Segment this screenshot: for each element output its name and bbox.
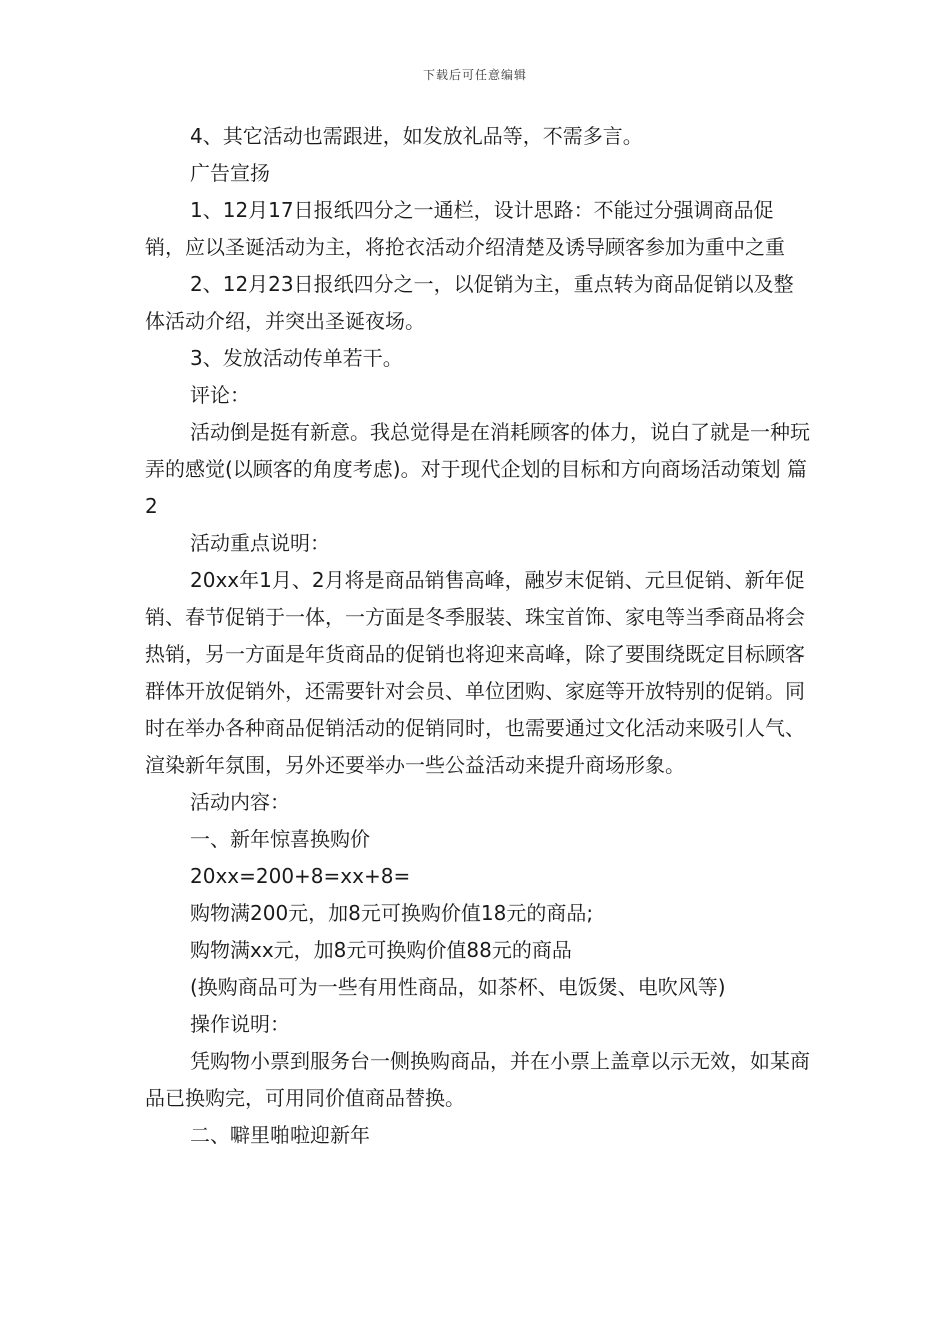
heading-advertising: 广告宣扬 bbox=[190, 161, 270, 185]
heading-comment: 评论： bbox=[190, 383, 250, 407]
paragraph-formula: 20xx=200+8=xx+8= bbox=[190, 864, 411, 888]
page-header-note: 下载后可任意编辑 bbox=[422, 68, 527, 82]
paragraph-key-points: 20xx年1月、2月将是商品销售高峰，融岁末促销、元旦促销、新年促销、春节促销于一体，一方面是冬季服装、珠宝首饰、家电等当季商品将会热销，另一方面是年货商品的促销也将迎来高峰，除了要围绕既定目标顾客群体开放促销外，还需要针对会员、单位团购、家庭等开放特别的促销。同时在举办各种商品促销活动的促销同时，也需要通过文化活动来吸引人气、渲染新年氛围，另外还要举办一些公益活动来提升商场形象。 bbox=[145, 568, 805, 777]
paragraph-flyers: 3、发放活动传单若干。 bbox=[190, 346, 403, 370]
paragraph-operation: 凭购物小票到服务台一侧换购商品，并在小票上盖章以示无效，如某商品已换购完，可用同价值商品替换。 bbox=[145, 1049, 810, 1110]
heading-firecracker: 二、噼里啪啦迎新年 bbox=[190, 1123, 370, 1147]
paragraph-ad-dec17: 1、12月17日报纸四分之一通栏，设计思路：不能过分强调商品促销，应以圣诞活动为主，将抢衣活动介绍清楚及诱导顾客参加为重中之重 bbox=[145, 198, 785, 259]
paragraph-exchange-items: (换购商品可为一些有用性商品，如茶杯、电饭煲、电吹风等) bbox=[190, 975, 726, 999]
paragraph-ad-dec23: 2、12月23日报纸四分之一，以促销为主，重点转为商品促销以及整体活动介绍，并突出圣诞夜场。 bbox=[145, 272, 794, 333]
paragraph-exchange-200: 购物满200元，加8元可换购价值18元的商品; bbox=[190, 901, 594, 925]
heading-activity-content: 活动内容： bbox=[190, 790, 290, 814]
paragraph-comment: 活动倒是挺有新意。我总觉得是在消耗顾客的体力，说白了就是一种玩弄的感觉(以顾客的角度考虑)。对于现代企划的目标和方向商场活动策划 篇2 bbox=[145, 420, 810, 518]
heading-key-points: 活动重点说明： bbox=[190, 531, 330, 555]
heading-operation: 操作说明： bbox=[190, 1012, 290, 1036]
paragraph-other-activities: 4、其它活动也需跟进，如发放礼品等，不需多言。 bbox=[190, 124, 643, 148]
paragraph-exchange-xx: 购物满xx元，加8元可换购价值88元的商品 bbox=[190, 938, 572, 962]
document-body bbox=[145, 118, 810, 1154]
heading-new-year-exchange: 一、新年惊喜换购价 bbox=[190, 827, 370, 851]
